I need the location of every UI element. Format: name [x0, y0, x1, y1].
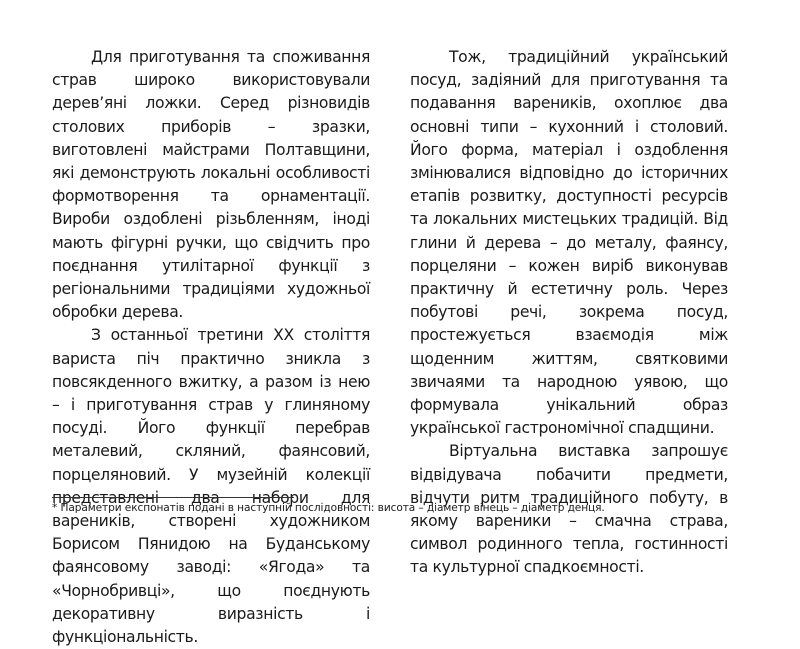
right-paragraph-2: Віртуальна виставка запрошує відвідувача побачити предмети, відчути ритм традиційного побуту, в якому вареники – смачна страва, символ родинного тепла, гостинності та культурної спадкоємності.	[410, 442, 728, 577]
left-paragraph-1: Для приготування та споживання страв широко використовували дерев’яні ложки. Серед різновидів столових приборів – зразки, виготовлені майстрами Полтавщини, які демонструють локальні особливості формотворення та орнаментації. Вироби оздоблені різьбленням, іноді мають фігурні ручки, що свідчить про поєднання утилітарної функції з регіональними традиціями художньої обробки дерева.	[52, 48, 370, 322]
footnote: * Параметри експонатів подані в наступній послідовності: висота – діаметр вінець – діаметр денця.	[52, 502, 605, 514]
left-paragraph-2: З останньої третини ХХ століття вариста піч практично зникла з повсякденного вжитку, а разом із нею – і приготування страв у глиняному посуді. Його функції перебрав металевий, скляний, фаянсовий, порцеляновий. У музейній колекції представлені два набори для вареників, створені художником Борисом Пянидою на Буданському фаянсовому заводі: «Ягода» та «Чорнобривці», що поєднують декоративну виразність і функціональність.	[52, 326, 370, 647]
right-paragraph-1: Тож, традиційний український посуд, задіяний для приготування та подавання вареників, охоплює два основні типи – кухонний і столовий. Його форма, матеріал і оздоблення змінювалися відповідно до історичних етапів розвитку, доступності ресурсів та локальних мистецьких традицій. Від глини й дерева – до металу, фаянсу, порцеляни – кожен виріб виконував практичну й естетичну роль. Через побутові речі, зокрема посуд, простежується взаємодія між щоденним життям, святковими звичаями та народною уявою, що формувала унікальний образ української гастрономічної спадщини.	[410, 48, 728, 438]
left-column	[52, 46, 370, 649]
footnote-divider	[52, 497, 294, 498]
